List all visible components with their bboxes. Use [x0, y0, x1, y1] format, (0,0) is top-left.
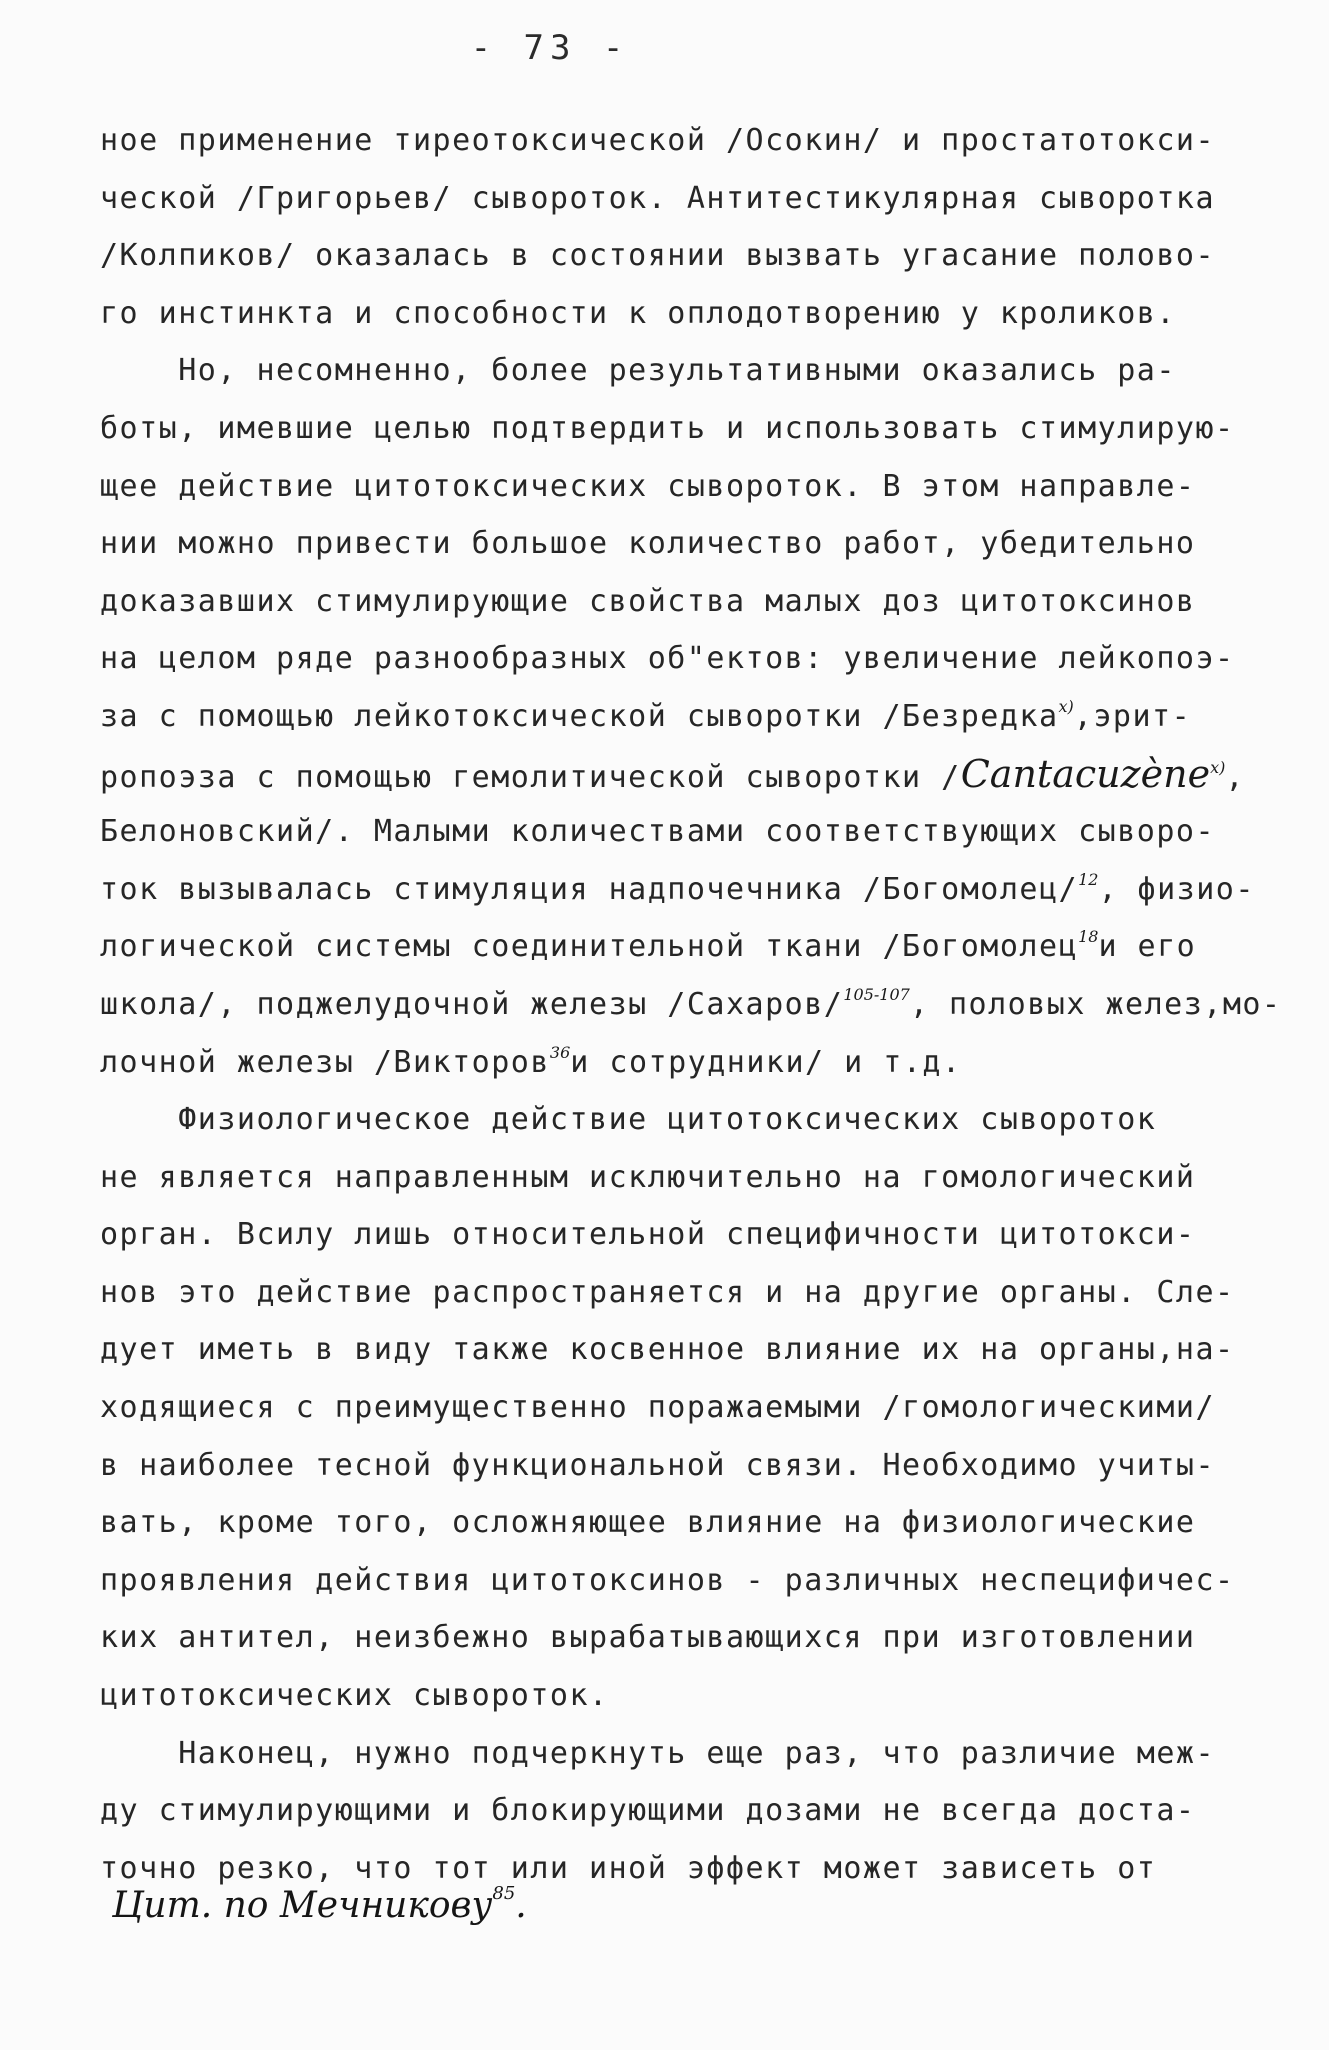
- text-line: на целом ряде разнообразных об"ектов: увеличение лейкопоэ-: [100, 641, 1235, 677]
- text-line: нов это действие распространяется и на другие органы. Сле-: [100, 1274, 1235, 1310]
- reference-number: 85: [492, 1883, 516, 1904]
- text-line: [100, 688, 1240, 746]
- text-line: доказавших стимулирующие свойства малых доз цитотоксинов: [100, 583, 1196, 619]
- line-text: логической системы соединительной ткани /Богомолец: [100, 929, 1079, 965]
- text-line: проявления действия цитотоксинов - различных неспецифичес-: [100, 1562, 1235, 1598]
- text-line: [100, 861, 1255, 919]
- text-line: точно резко, что тот или иной эффект может зависеть от: [100, 1850, 1157, 1886]
- handwritten-name: Cantacuzène: [960, 751, 1211, 796]
- line-text: школа/, поджелудочной железы /Сахаров/: [100, 986, 844, 1022]
- reference-number: 18: [1078, 927, 1099, 947]
- text-line: щее действие цитотоксических сывороток. В этом направле-: [100, 468, 1196, 504]
- text-line: /Колпиков/ оказалась в состоянии вызвать угасание полово-: [100, 238, 1216, 274]
- reference-number: 36: [549, 1042, 571, 1062]
- text-line: нии можно привести большое количество работ, убедительно: [100, 526, 1196, 562]
- text-line: ческой /Григорьев/ сывороток. Антитестикулярная сыворотка: [100, 180, 1216, 216]
- text-line: цитотоксических сывороток.: [100, 1678, 609, 1714]
- text-line: [100, 746, 1245, 804]
- line-text: и его: [1098, 929, 1197, 965]
- footnote-marker: x): [1210, 757, 1226, 777]
- text-line: го инстинкта и способности к оплодотворению у кроликов.: [100, 295, 1176, 331]
- text-line: не является направленным исключительно на гомологический: [100, 1159, 1196, 1195]
- text-line: вать, кроме того, осложняющее влияние на физиологические: [100, 1505, 1196, 1541]
- footnote-text: Цит. по Мечникову: [112, 1885, 493, 1926]
- text-line: ду стимулирующими и блокирующими дозами не всегда доста-: [100, 1793, 1196, 1829]
- body-text: [100, 112, 1282, 1897]
- reference-number: 105-107: [843, 984, 910, 1004]
- text-line: Физиологическое действие цитотоксических сывороток: [100, 1102, 1157, 1138]
- text-line: ких антител, неизбежно вырабатывающихся при изготовлении: [100, 1620, 1196, 1656]
- text-line: в наиболее тесной функциональной связи. Необходимо учиты-: [100, 1447, 1216, 1483]
- line-text: ,эрит-: [1073, 698, 1192, 734]
- text-line: Наконец, нужно подчеркнуть еще раз, что различие меж-: [100, 1735, 1216, 1771]
- line-text: за с помощью лейкотоксической сыворотки /Безредка: [100, 698, 1059, 734]
- text-line: [100, 918, 1240, 976]
- text-line: орган. Всилу лишь относительной специфичности цитотокси-: [100, 1217, 1196, 1253]
- text-line: [100, 976, 1282, 1034]
- line-text: ток вызывалась стимуляция надпочечника /Богомолец/: [100, 871, 1079, 907]
- line-text: , физио-: [1098, 871, 1255, 907]
- text-line: Но, несомненно, более результативными оказались ра-: [100, 353, 1176, 389]
- line-text: лочной железы /Викторов: [100, 1044, 550, 1080]
- handwritten-footnote: [112, 1885, 527, 1926]
- reference-number: 12: [1078, 869, 1099, 889]
- text-line: дует иметь в виду также косвенное влияние их на органы,на-: [100, 1332, 1235, 1368]
- footnote-text: .: [515, 1885, 527, 1926]
- text-line: ходящиеся с преимущественно поражаемыми /гомологическими/: [100, 1390, 1216, 1426]
- footnote-marker: x): [1058, 696, 1074, 716]
- line-text: ,: [1225, 759, 1245, 795]
- text-line: Белоновский/. Малыми количествами соответствующих сыворо-: [100, 814, 1216, 850]
- text-line: ное применение тиреотоксической /Осокин/ и простатотокси-: [100, 123, 1216, 158]
- page-number: - 73 -: [470, 28, 630, 68]
- text-line: боты, имевшие целью подтвердить и использовать стимулирую-: [100, 410, 1235, 446]
- line-text: ропоэза с помощью гемолитической сыворотки /: [100, 759, 961, 795]
- line-text: , половых желез,мо-: [909, 986, 1282, 1022]
- text-line: [100, 1034, 1240, 1092]
- line-text: и сотрудники/ и т.д.: [570, 1044, 962, 1080]
